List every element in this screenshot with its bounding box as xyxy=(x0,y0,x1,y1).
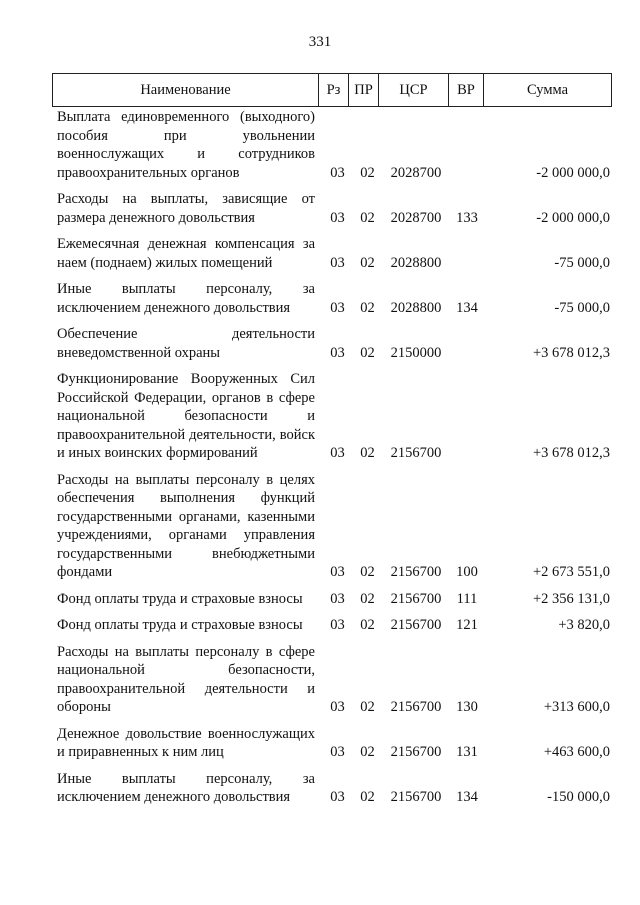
cell-csr: 2150000 xyxy=(390,344,442,361)
cell-pr: 02 xyxy=(360,445,375,461)
cell-sum: +3 678 012,3 xyxy=(532,344,610,361)
table-row xyxy=(57,325,610,362)
cell-name: Расходы на выплаты персоналу в сфере национальной безопасности, правоохранительной деятельности и обороны xyxy=(57,643,315,715)
cell-sum: +2 673 551,0 xyxy=(532,564,610,580)
cell-vr: 131 xyxy=(456,744,478,760)
cell-csr: 2028700 xyxy=(390,164,442,181)
cell-rz: 03 xyxy=(330,445,345,461)
cell-pr: 02 xyxy=(360,789,375,805)
header-pr: ПР xyxy=(348,74,378,106)
cell-vr: 134 xyxy=(456,299,478,316)
cell-pr: 02 xyxy=(360,299,375,316)
table-body xyxy=(57,108,610,815)
cell-sum: +3 820,0 xyxy=(558,617,610,633)
cell-vr: 130 xyxy=(456,699,478,715)
cell-vr: 111 xyxy=(456,590,478,607)
table-row xyxy=(57,770,610,807)
header-csr: ЦСР xyxy=(378,74,448,106)
cell-rz: 03 xyxy=(330,344,345,361)
cell-rz: 03 xyxy=(330,699,345,715)
cell-name: Иные выплаты персоналу, за исключением денежного довольствия xyxy=(57,281,315,316)
cell-sum: +313 600,0 xyxy=(543,699,610,715)
header-sum: Сумма xyxy=(483,74,611,106)
table-row xyxy=(57,725,610,762)
cell-sum: -75 000,0 xyxy=(554,299,610,316)
cell-rz: 03 xyxy=(330,789,345,805)
cell-csr: 2156700 xyxy=(390,590,442,607)
cell-csr: 2156700 xyxy=(390,744,442,760)
cell-rz: 03 xyxy=(330,590,345,607)
table-row xyxy=(57,370,610,463)
cell-rz: 03 xyxy=(330,164,345,181)
cell-sum: +3 678 012,3 xyxy=(532,445,610,461)
cell-name: Ежемесячная денежная компенсация за наем (поднаем) жилых помещений xyxy=(57,236,315,271)
table-row xyxy=(57,471,610,582)
cell-csr: 2156700 xyxy=(390,564,442,580)
table-header xyxy=(52,73,612,107)
cell-name: Расходы на выплаты, зависящие от размера денежного довольствия xyxy=(57,191,315,226)
cell-vr: 134 xyxy=(456,789,478,805)
cell-sum: +2 356 131,0 xyxy=(532,590,610,607)
cell-rz: 03 xyxy=(330,299,345,316)
cell-pr: 02 xyxy=(360,617,375,633)
page-number: 331 xyxy=(308,34,332,50)
header-name: Наименование xyxy=(140,81,231,98)
header-vr: ВР xyxy=(448,74,483,106)
cell-name: Фонд оплаты труда и страховые взносы xyxy=(57,590,303,607)
table-row xyxy=(57,643,610,717)
cell-csr: 2156700 xyxy=(390,699,442,715)
cell-sum: -2 000 000,0 xyxy=(536,164,610,181)
table-row xyxy=(57,108,610,182)
cell-sum: -2 000 000,0 xyxy=(536,209,610,226)
cell-pr: 02 xyxy=(360,344,375,361)
cell-csr: 2156700 xyxy=(390,445,442,461)
cell-pr: 02 xyxy=(360,699,375,715)
cell-vr: 133 xyxy=(456,209,478,226)
cell-rz: 03 xyxy=(330,254,345,271)
table-row xyxy=(57,190,610,227)
cell-name: Выплата единовременного (выходного) пособия при увольнении военнослужащих и сотрудников правоохранительных органов xyxy=(57,109,315,181)
cell-sum: +463 600,0 xyxy=(543,744,610,760)
table-row xyxy=(57,235,610,272)
cell-name: Денежное довольствие военнослужащих и приравненных к ним лиц xyxy=(57,725,315,760)
cell-name: Фонд оплаты труда и страховые взносы xyxy=(57,617,303,633)
cell-csr: 2156700 xyxy=(390,617,442,633)
cell-rz: 03 xyxy=(330,617,345,633)
cell-csr: 2028800 xyxy=(390,254,442,271)
cell-name: Расходы на выплаты персоналу в целях обеспечения выполнения функций государственными органами, казенными учреждениями, органами управления государственными внебюджетными фондами xyxy=(57,471,315,580)
cell-rz: 03 xyxy=(330,209,345,226)
table-row xyxy=(57,616,610,635)
cell-sum: -75 000,0 xyxy=(554,254,610,271)
cell-pr: 02 xyxy=(360,209,375,226)
cell-sum: -150 000,0 xyxy=(547,789,610,805)
cell-pr: 02 xyxy=(360,254,375,271)
cell-name: Функционирование Вооруженных Сил Российской Федерации, органов в сфере национальной безопасности и правоохранительной деятельности, войск и иных воинских формирований xyxy=(57,371,315,461)
cell-name: Обеспечение деятельности вневедомственной охраны xyxy=(57,326,315,361)
cell-pr: 02 xyxy=(360,164,375,181)
table-row xyxy=(57,280,610,317)
cell-vr: 100 xyxy=(456,564,478,580)
cell-csr: 2028700 xyxy=(390,209,442,226)
cell-pr: 02 xyxy=(360,564,375,580)
cell-rz: 03 xyxy=(330,564,345,580)
cell-csr: 2028800 xyxy=(390,299,442,316)
cell-vr: 121 xyxy=(456,617,478,633)
cell-pr: 02 xyxy=(360,744,375,760)
cell-name: Иные выплаты персоналу, за исключением денежного довольствия xyxy=(57,770,315,805)
cell-csr: 2156700 xyxy=(390,789,442,805)
cell-pr: 02 xyxy=(360,590,375,607)
table-row xyxy=(57,590,610,609)
cell-rz: 03 xyxy=(330,744,345,760)
header-rz: Рз xyxy=(318,74,348,106)
